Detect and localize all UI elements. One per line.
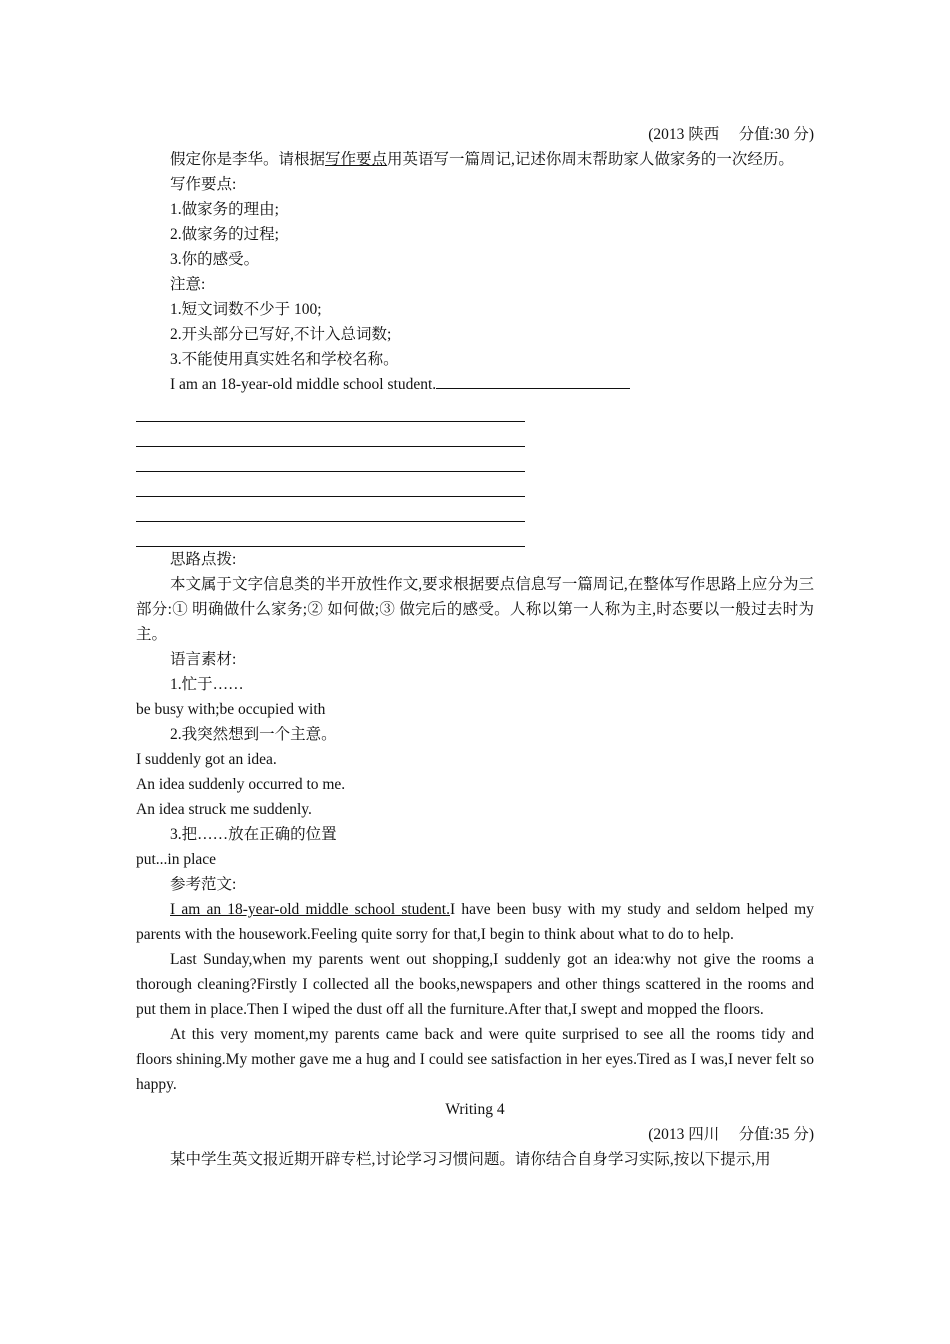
note-item: 2.开头部分已写好,不计入总词数; — [170, 326, 392, 343]
answer-line[interactable] — [136, 397, 525, 422]
opening-sentence: I am an 18-year-old middle school student. — [136, 372, 814, 397]
point-item: 3.你的感受。 — [170, 251, 260, 268]
document-page — [136, 122, 814, 1172]
material-en: An idea struck me suddenly. — [136, 801, 312, 818]
material-en: put...in place — [136, 851, 217, 868]
material-en: An idea suddenly occurred to me. — [136, 776, 346, 793]
answer-line[interactable] — [136, 447, 525, 472]
sample-paragraph: At this very moment,my parents came back and were quite surprised to see all the rooms tidy and floors shining.My mother gave me a hug and I could see satisfaction in her eyes.Tired as I was,I never felt so happy. — [136, 1026, 814, 1093]
material-cn: 2.我突然想到一个主意。 — [170, 726, 337, 743]
note-item: 1.短文词数不少于 100; — [170, 301, 322, 318]
writing-prompt: 某中学生英文报近期开辟专栏,讨论学习习惯问题。请你结合自身学习实际,按以下提示,用 — [170, 1151, 771, 1168]
points-heading: 写作要点: — [170, 176, 237, 193]
answer-line[interactable] — [136, 472, 525, 497]
tips-text: 本文属于文字信息类的半开放性作文,要求根据要点信息写一篇周记,在整体写作思路上应分为三部分:① 明确做什么家务;② 如何做;③ 做完后的感受。人称以第一人称为主,时态要以一般过去时为主。 — [136, 576, 814, 643]
source-line: (2013 四川 分值:35 分) — [648, 1126, 814, 1143]
writing-prompt: 假定你是李华。请根据写作要点用英语写一篇周记,记述你周末帮助家人做家务的一次经历。 — [170, 151, 794, 168]
answer-line[interactable] — [136, 497, 525, 522]
point-item: 2.做家务的过程; — [170, 226, 279, 243]
sample-paragraph: I am an 18-year-old middle school student.I have been busy with my study and seldom helped my parents with the housework.Feeling quite sorry for that,I begin to think about what to do to help. — [136, 901, 814, 943]
material-cn: 1.忙于…… — [170, 676, 244, 693]
sample-paragraph: Last Sunday,when my parents went out shopping,I suddenly got an idea:why not give the rooms a thorough cleaning?Firstly I collected all the books,newspapers and other things scattered in the rooms and put them in place.Then I wiped the dust off all the furniture.After that,I swept and mopped the floors. — [136, 951, 814, 1018]
answer-line[interactable] — [136, 522, 525, 547]
notes-heading: 注意: — [170, 276, 206, 293]
material-en: be busy with;be occupied with — [136, 701, 326, 718]
note-item: 3.不能使用真实姓名和学校名称。 — [170, 351, 399, 368]
source-line: (2013 陕西 分值:30 分) — [648, 126, 814, 143]
material-cn: 3.把……放在正确的位置 — [170, 826, 337, 843]
section-title: Writing 4 — [445, 1101, 505, 1118]
sample-heading: 参考范文: — [170, 876, 237, 893]
tips-heading: 思路点拨: — [170, 551, 237, 568]
answer-blank[interactable] — [436, 374, 630, 389]
answer-line[interactable] — [136, 422, 525, 447]
underlined-keyword: 写作要点 — [325, 151, 388, 168]
material-en: I suddenly got an idea. — [136, 751, 277, 768]
point-item: 1.做家务的理由; — [170, 201, 279, 218]
materials-heading: 语言素材: — [170, 651, 237, 668]
